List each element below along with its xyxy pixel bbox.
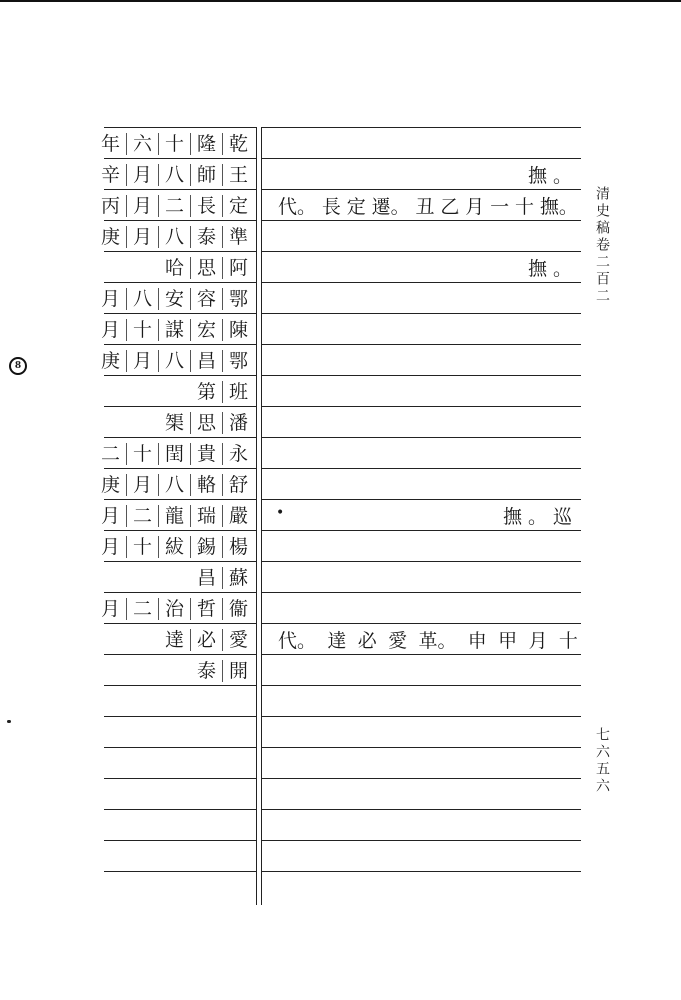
note-char: 十 [558, 630, 578, 652]
name-cell [100, 190, 254, 221]
name-char: 班 [222, 381, 254, 403]
note-cell [266, 748, 578, 779]
name-text [95, 288, 254, 310]
name-cell [100, 221, 254, 252]
name-char: 庚 [100, 349, 120, 372]
name-text [95, 505, 254, 527]
note-cell [266, 128, 578, 159]
name-char: 舒 [222, 474, 254, 496]
name-char: 鄂 [222, 350, 254, 372]
name-char: 愛 [222, 629, 254, 651]
name-char: 昌 [190, 350, 222, 372]
name-char: 八 [158, 474, 190, 496]
note-char: 申 [467, 630, 487, 652]
note-cell [266, 686, 578, 717]
name-char: 衞 [222, 598, 254, 620]
name-char: 十 [126, 319, 158, 341]
name-char: 泰 [196, 659, 216, 682]
note-cell [266, 283, 578, 314]
name-text [191, 567, 254, 589]
name-char: 宏 [190, 319, 222, 341]
name-cell [104, 748, 254, 779]
note-char: 撫。 [539, 196, 578, 218]
note-cell [266, 593, 578, 624]
name-char: 月 [126, 226, 158, 248]
name-char: 月 [100, 287, 120, 310]
name-char: 第 [196, 380, 216, 403]
note-char: 丑 [415, 196, 435, 218]
name-text [95, 598, 254, 620]
note-text [278, 626, 578, 653]
name-char: 蘇 [222, 567, 254, 589]
name-char: 長 [190, 195, 222, 217]
note-char: 乙 [440, 196, 460, 218]
note-cell [266, 810, 578, 841]
note-char: 遷。 [371, 196, 410, 218]
note-char: 十 [515, 196, 535, 218]
name-char: 容 [190, 288, 222, 310]
note-char: 長 [321, 196, 341, 218]
name-cell [100, 159, 254, 190]
official-roster-table [100, 127, 581, 907]
name-char: 錫 [190, 536, 222, 558]
name-cell [100, 345, 254, 376]
name-cell [104, 407, 254, 438]
name-cell [104, 562, 254, 593]
name-cell [104, 841, 254, 872]
note-cell [266, 717, 578, 748]
note-char: 一 [490, 196, 510, 218]
note-char: 代。 [278, 196, 317, 218]
note-cell [266, 624, 578, 655]
name-char: 月 [100, 535, 120, 558]
name-char: 永 [222, 443, 254, 465]
name-text [159, 257, 254, 279]
top-border-line [0, 0, 681, 2]
note-char: 定 [346, 196, 366, 218]
note-cell [266, 345, 578, 376]
note-text: 撫。 [527, 258, 578, 280]
name-char: 隆 [190, 133, 222, 155]
ink-dot: • [276, 505, 285, 521]
name-cell [104, 376, 254, 407]
circle-mark: 8 [9, 357, 27, 375]
volume-title: 清史稿卷二百二 [594, 186, 610, 305]
note-cell [266, 500, 578, 531]
note-cell [266, 221, 578, 252]
page-number: 七六五六 [594, 727, 610, 795]
name-char: 二 [126, 598, 158, 620]
note-cell [266, 438, 578, 469]
note-cell [266, 407, 578, 438]
name-text [95, 226, 254, 248]
name-char: 潘 [222, 412, 254, 434]
name-char: 必 [190, 629, 222, 651]
name-char: 王 [222, 164, 254, 186]
name-char: 八 [158, 164, 190, 186]
name-char: 月 [126, 474, 158, 496]
name-char: 丙 [100, 194, 120, 217]
note-cell [266, 562, 578, 593]
name-char: 月 [126, 195, 158, 217]
name-text [159, 629, 254, 651]
note-text [278, 192, 578, 219]
name-char: 貴 [190, 443, 222, 465]
note-char: 月 [465, 196, 485, 218]
note-char: 革。 [418, 630, 457, 652]
note-char: 月 [528, 630, 548, 652]
name-text [95, 350, 254, 372]
note-cell [266, 779, 578, 810]
note-cell [266, 841, 578, 872]
name-char: 輅 [190, 474, 222, 496]
name-char: 瑞 [190, 505, 222, 527]
name-char: 庚 [100, 473, 120, 496]
name-char: 陳 [222, 319, 254, 341]
note-text: 撫。 [527, 165, 578, 187]
note-cell [266, 655, 578, 686]
note-cell [266, 159, 578, 190]
name-char: 開 [222, 660, 254, 682]
name-char: 年 [100, 132, 120, 155]
name-char: 十 [126, 536, 158, 558]
name-cell [100, 469, 254, 500]
name-char: 辛 [100, 163, 120, 186]
note-cell [266, 252, 578, 283]
note-char: 甲 [498, 630, 518, 652]
name-char: 泰 [190, 226, 222, 248]
note-text: 撫。巡 [502, 506, 578, 528]
note-cell [266, 190, 578, 221]
note-char: 代。 [278, 630, 317, 652]
name-char: 二 [100, 442, 120, 465]
name-char: 月 [100, 504, 120, 527]
name-char: 紱 [158, 536, 190, 558]
note-cell [266, 314, 578, 345]
name-cell [100, 314, 254, 345]
name-char: 閏 [158, 443, 190, 465]
name-char: 哲 [190, 598, 222, 620]
note-char: 必 [357, 630, 377, 652]
name-char: 榘 [164, 411, 184, 434]
column-divider [256, 127, 262, 905]
name-char: 治 [158, 598, 190, 620]
name-text [95, 474, 254, 496]
name-cell [104, 252, 254, 283]
name-cell [104, 686, 254, 717]
name-cell [104, 717, 254, 748]
name-char: 月 [126, 164, 158, 186]
name-char: 二 [158, 195, 190, 217]
name-cell [104, 810, 254, 841]
name-char: 庚 [100, 225, 120, 248]
name-char: 八 [126, 288, 158, 310]
name-text [95, 319, 254, 341]
name-char: 謀 [158, 319, 190, 341]
name-char: 鄂 [222, 288, 254, 310]
name-text [95, 133, 254, 155]
note-char: 達 [327, 630, 347, 652]
name-char: 定 [222, 195, 254, 217]
name-cell [100, 593, 254, 624]
note-cell [266, 376, 578, 407]
name-char: 八 [158, 350, 190, 372]
name-text [191, 381, 254, 403]
name-char: 哈 [164, 256, 184, 279]
name-char: 安 [158, 288, 190, 310]
name-char: 八 [158, 226, 190, 248]
name-char: 月 [100, 597, 120, 620]
name-char: 二 [126, 505, 158, 527]
name-char: 思 [190, 412, 222, 434]
name-char: 阿 [222, 257, 254, 279]
name-char: 月 [100, 318, 120, 341]
ink-speck [7, 720, 11, 723]
note-char: 愛 [388, 630, 408, 652]
name-cell [104, 655, 254, 686]
name-cell [104, 624, 254, 655]
name-cell [100, 531, 254, 562]
name-char: 月 [126, 350, 158, 372]
name-char: 十 [158, 133, 190, 155]
name-char: 昌 [196, 566, 216, 589]
note-cell [266, 469, 578, 500]
name-char: 準 [222, 226, 254, 248]
name-text [159, 412, 254, 434]
name-char: 龍 [158, 505, 190, 527]
name-char: 楊 [222, 536, 254, 558]
name-cell [100, 128, 254, 159]
name-char: 思 [190, 257, 222, 279]
name-text [95, 164, 254, 186]
name-cell [100, 500, 254, 531]
name-text [191, 660, 254, 682]
name-char: 嚴 [222, 505, 254, 527]
name-text [95, 443, 254, 465]
name-char: 十 [126, 443, 158, 465]
note-cell [266, 531, 578, 562]
name-text [95, 536, 254, 558]
name-text [95, 195, 254, 217]
name-char: 乾 [222, 133, 254, 155]
name-cell [100, 283, 254, 314]
name-cell [100, 438, 254, 469]
name-char: 六 [126, 133, 158, 155]
name-char: 達 [164, 628, 184, 651]
name-char: 師 [190, 164, 222, 186]
name-cell [104, 779, 254, 810]
